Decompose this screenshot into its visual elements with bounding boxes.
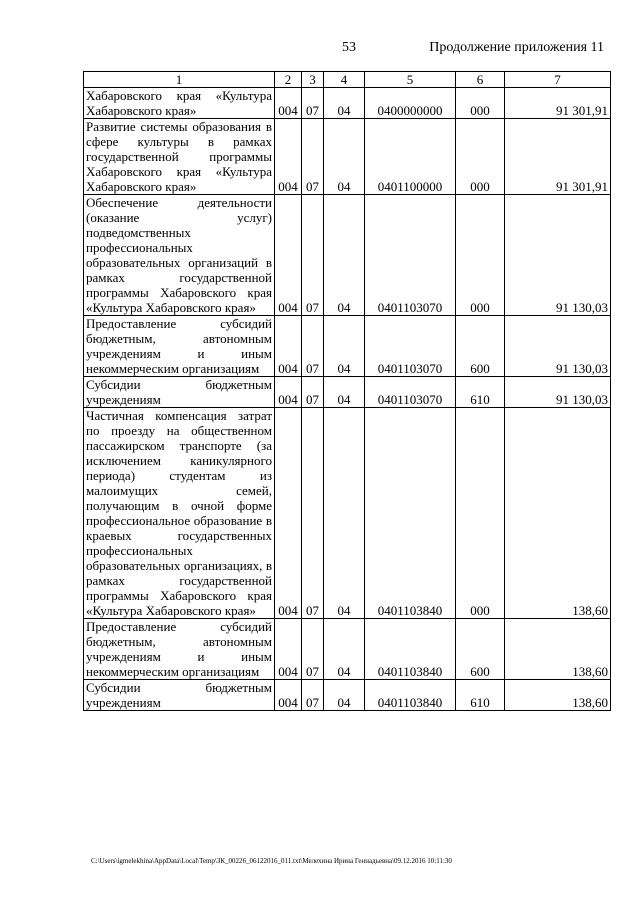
expense-name: Предоставление субсидий бюджетным, автономным учреждениям и иным некоммерческим организациям xyxy=(84,316,275,377)
section-code: 07 xyxy=(302,316,324,377)
expense-type-code: 600 xyxy=(456,316,505,377)
subsection-code: 04 xyxy=(324,408,365,619)
ministry-code: 004 xyxy=(275,377,302,408)
expense-type-code: 000 xyxy=(456,195,505,316)
expense-type-code: 600 xyxy=(456,619,505,680)
column-number-6: 6 xyxy=(456,72,505,88)
section-code: 07 xyxy=(302,88,324,119)
column-number-7: 7 xyxy=(505,72,611,88)
section-code: 07 xyxy=(302,408,324,619)
ministry-code: 004 xyxy=(275,408,302,619)
subsection-code: 04 xyxy=(324,88,365,119)
amount-value: 91 130,03 xyxy=(505,195,611,316)
amount-value: 138,60 xyxy=(505,619,611,680)
table-row xyxy=(84,408,611,619)
target-item-code: 0401103840 xyxy=(365,408,456,619)
section-code: 07 xyxy=(302,619,324,680)
target-item-code: 0401103840 xyxy=(365,619,456,680)
ministry-code: 004 xyxy=(275,619,302,680)
ministry-code: 004 xyxy=(275,195,302,316)
expense-type-code: 000 xyxy=(456,408,505,619)
amount-value: 91 130,03 xyxy=(505,377,611,408)
footer-file-path: C:\Users\igmelekhina\AppData\Local\Temp\ЗК_00226_06122016_011.txt\Мелехина Ирина Геннадьевна\09.12.2016 10:11:30 xyxy=(91,857,452,865)
amount-value: 138,60 xyxy=(505,680,611,711)
section-code: 07 xyxy=(302,377,324,408)
expense-type-code: 610 xyxy=(456,680,505,711)
ministry-code: 004 xyxy=(275,316,302,377)
subsection-code: 04 xyxy=(324,619,365,680)
amount-value: 91 301,91 xyxy=(505,88,611,119)
column-number-5: 5 xyxy=(365,72,456,88)
section-code: 07 xyxy=(302,119,324,195)
column-number-row xyxy=(84,72,611,88)
expense-name: Развитие системы образования в сфере культуры в рамках государственной программы Хабаровского края «Культура Хабаровского края» xyxy=(84,119,275,195)
table-row xyxy=(84,88,611,119)
expense-name: Субсидии бюджетным учреждениям xyxy=(84,377,275,408)
expense-name: Обеспечение деятельности (оказание услуг) подведомственных профессиональных образовательных организаций в рамках государственной программы Хабаровского края «Культура Хабаровского края» xyxy=(84,195,275,316)
table-row xyxy=(84,316,611,377)
ministry-code: 004 xyxy=(275,680,302,711)
target-item-code: 0400000000 xyxy=(365,88,456,119)
amount-value: 138,60 xyxy=(505,408,611,619)
subsection-code: 04 xyxy=(324,680,365,711)
table-row xyxy=(84,195,611,316)
expense-type-code: 610 xyxy=(456,377,505,408)
subsection-code: 04 xyxy=(324,195,365,316)
target-item-code: 0401103840 xyxy=(365,680,456,711)
amount-value: 91 130,03 xyxy=(505,316,611,377)
expense-name: Частичная компенсация затрат по проезду на общественном пассажирском транспорте (за исключением каникулярного периода) студентам из малоимущих семей, получающим в очной форме профессиональное образование в краевых государственных профессиональных образовательных организациях, в рамках государственной программы Хабаровского края «Культура Хабаровского края» xyxy=(84,408,275,619)
expense-name: Хабаровского края «Культура Хабаровского края» xyxy=(84,88,275,119)
column-number-2: 2 xyxy=(275,72,302,88)
ministry-code: 004 xyxy=(275,119,302,195)
table-row xyxy=(84,119,611,195)
expense-type-code: 000 xyxy=(456,88,505,119)
column-number-1: 1 xyxy=(84,72,275,88)
target-item-code: 0401103070 xyxy=(365,377,456,408)
table-row xyxy=(84,377,611,408)
subsection-code: 04 xyxy=(324,316,365,377)
expense-type-code: 000 xyxy=(456,119,505,195)
table-row xyxy=(84,619,611,680)
table-row xyxy=(84,680,611,711)
ministry-code: 004 xyxy=(275,88,302,119)
section-code: 07 xyxy=(302,195,324,316)
appendix-continuation-note: Продолжение приложения 11 xyxy=(429,40,604,55)
column-number-4: 4 xyxy=(324,72,365,88)
budget-table xyxy=(83,71,611,711)
section-code: 07 xyxy=(302,680,324,711)
column-number-3: 3 xyxy=(302,72,324,88)
target-item-code: 0401103070 xyxy=(365,195,456,316)
subsection-code: 04 xyxy=(324,377,365,408)
expense-name: Субсидии бюджетным учреждениям xyxy=(84,680,275,711)
amount-value: 91 301,91 xyxy=(505,119,611,195)
subsection-code: 04 xyxy=(324,119,365,195)
page-number: 53 xyxy=(342,40,356,55)
expense-name: Предоставление субсидий бюджетным, автономным учреждениям и иным некоммерческим организациям xyxy=(84,619,275,680)
target-item-code: 0401100000 xyxy=(365,119,456,195)
target-item-code: 0401103070 xyxy=(365,316,456,377)
